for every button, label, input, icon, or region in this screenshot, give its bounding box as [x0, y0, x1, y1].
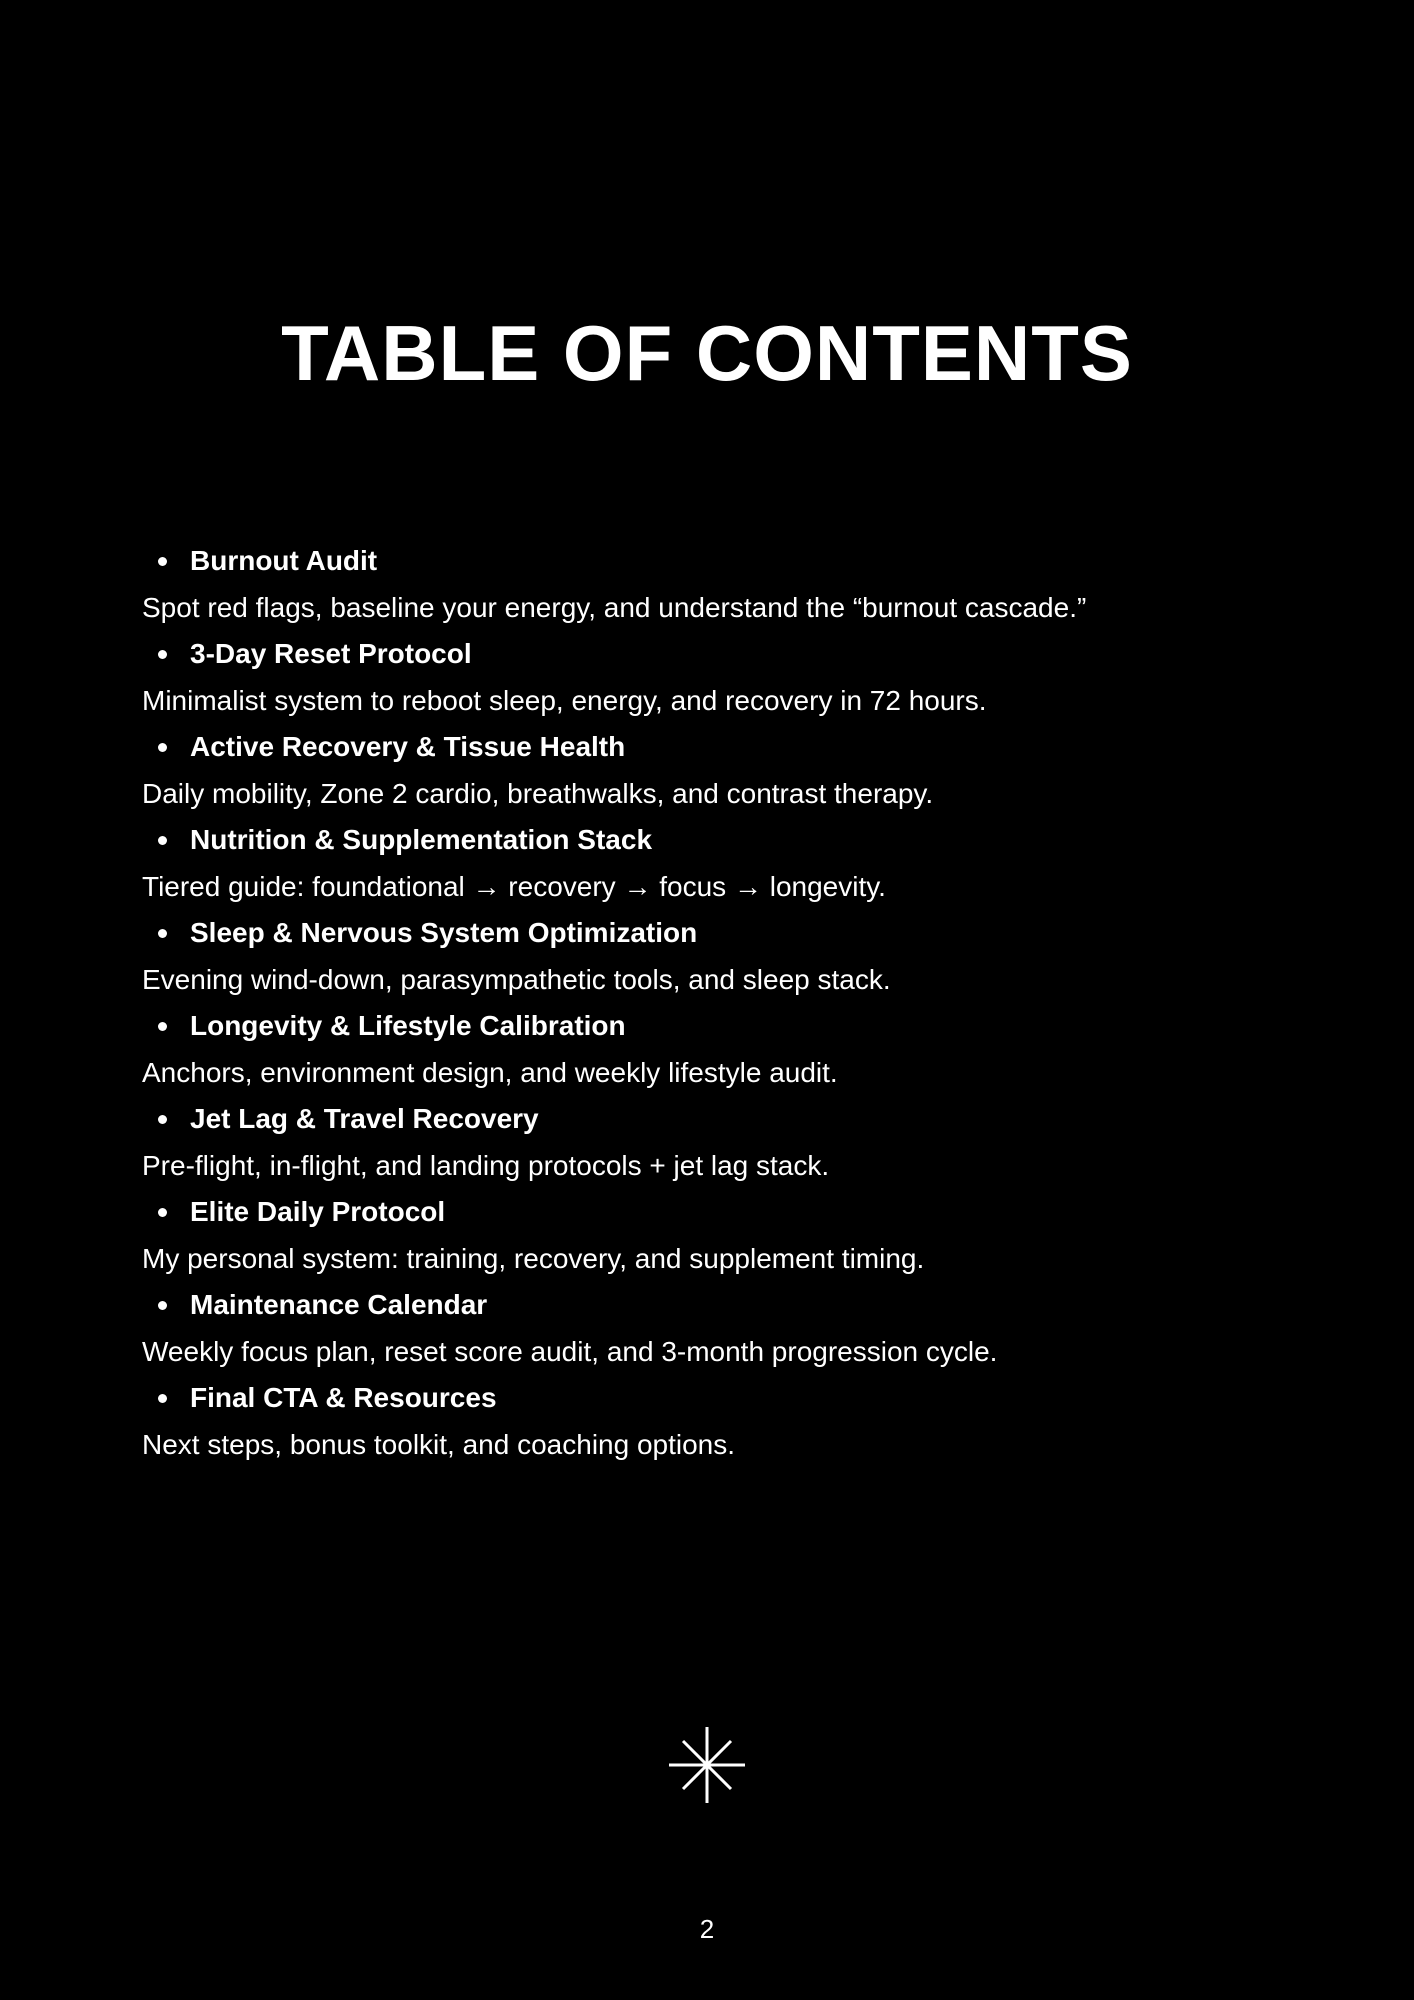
toc-item-title: Final CTA & Resources: [190, 1382, 497, 1413]
bullet-icon: [158, 836, 167, 845]
toc-item-title: Active Recovery & Tissue Health: [190, 731, 626, 762]
bullet-icon: [158, 1115, 167, 1124]
asterisk-star-icon: [667, 1725, 747, 1805]
page-title: TABLE OF CONTENTS: [281, 309, 1133, 397]
toc-item-description: Evening wind-down, parasympathetic tools, and sleep stack.: [142, 964, 891, 995]
toc-item-title: Longevity & Lifestyle Calibration: [190, 1010, 626, 1041]
bullet-icon: [158, 1301, 167, 1310]
toc-entry: [142, 538, 1322, 631]
toc-item-heading[interactable]: [142, 1096, 1322, 1142]
toc-item-heading[interactable]: [142, 817, 1322, 863]
toc-item-description: Daily mobility, Zone 2 cardio, breathwalks, and contrast therapy.: [142, 778, 934, 809]
bullet-icon: [158, 557, 167, 566]
toc-entry: [142, 631, 1322, 724]
toc-item-description: My personal system: training, recovery, and supplement timing.: [142, 1243, 925, 1274]
toc-item-title: Nutrition & Supplementation Stack: [190, 824, 653, 855]
toc-item-heading[interactable]: [142, 1282, 1322, 1328]
toc-entry: [142, 1003, 1322, 1096]
toc-item-heading[interactable]: [142, 1003, 1322, 1049]
toc-item-heading[interactable]: [142, 1375, 1322, 1421]
toc-item-heading[interactable]: [142, 631, 1322, 677]
toc-entry: [142, 910, 1322, 1003]
bullet-icon: [158, 1208, 167, 1217]
toc-item-description: Pre-flight, in-flight, and landing protocols + jet lag stack.: [142, 1150, 830, 1181]
toc-item-description: Tiered guide: foundational → recovery → focus → longevity.: [142, 871, 886, 902]
toc-item-heading[interactable]: [142, 538, 1322, 584]
table-of-contents: [142, 538, 1322, 1468]
toc-entry: [142, 1282, 1322, 1375]
bullet-icon: [158, 650, 167, 659]
toc-item-description: Anchors, environment design, and weekly lifestyle audit.: [142, 1057, 838, 1088]
toc-item-description: Next steps, bonus toolkit, and coaching options.: [142, 1429, 736, 1460]
toc-item-description: Weekly focus plan, reset score audit, and 3-month progression cycle.: [142, 1336, 998, 1367]
toc-item-description: Spot red flags, baseline your energy, and understand the “burnout cascade.”: [142, 592, 1087, 623]
toc-item-title: Sleep & Nervous System Optimization: [190, 917, 698, 948]
toc-item-title: 3-Day Reset Protocol: [190, 638, 472, 669]
toc-entry: [142, 724, 1322, 817]
bullet-icon: [158, 929, 167, 938]
toc-item-title: Elite Daily Protocol: [190, 1196, 446, 1227]
bullet-icon: [158, 1022, 167, 1031]
bullet-icon: [158, 1394, 167, 1403]
toc-item-title: Jet Lag & Travel Recovery: [190, 1103, 539, 1134]
toc-item-heading[interactable]: [142, 1189, 1322, 1235]
toc-entry: [142, 1189, 1322, 1282]
toc-entry: [142, 1375, 1322, 1468]
toc-item-heading[interactable]: [142, 910, 1322, 956]
toc-entry: [142, 817, 1322, 910]
toc-item-heading[interactable]: [142, 724, 1322, 770]
toc-item-title: Maintenance Calendar: [190, 1289, 488, 1320]
toc-item-title: Burnout Audit: [190, 545, 378, 576]
toc-item-description: Minimalist system to reboot sleep, energy, and recovery in 72 hours.: [142, 685, 987, 716]
page-number: 2: [699, 1914, 715, 1944]
bullet-icon: [158, 743, 167, 752]
toc-entry: [142, 1096, 1322, 1189]
